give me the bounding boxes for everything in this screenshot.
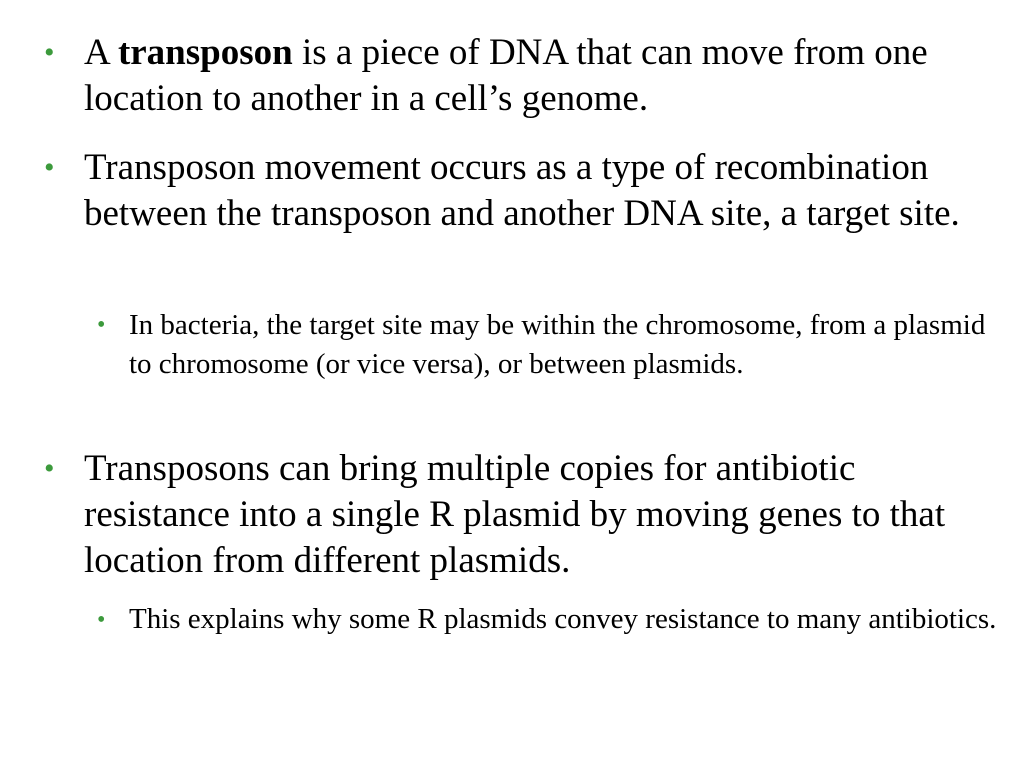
bullet-text: Transposon movement occurs as a type of recombination between the transposon and another DNA site, a target site. [84,147,960,234]
bullet-transposon-movement [44,145,1004,237]
bullet-text [84,30,1004,122]
bullet-dot-icon: • [44,151,55,184]
bullet-text-bold-term: transposon [117,32,293,73]
sub-bullet-text: In bacteria, the target site may be within the chromosome, from a plasmid to chromosome (or vice versa), or between plasmids. [129,309,986,380]
bullet-text: Transposons can bring multiple copies for antibiotic resistance into a single R plasmid by moving genes to that location from different plasmids. [84,448,946,581]
bullet-text-pre: A [84,32,118,73]
sub-bullet-dot-icon: • [97,607,106,633]
sub-bullet-bacteria-target-site [97,306,1002,384]
sub-bullet-dot-icon: • [97,312,106,338]
bullet-dot-icon: • [44,36,55,69]
bullet-transposon-definition [44,30,1004,122]
bullet-text-post: is a piece of DNA that can move from one location to another in a cell’s genome. [84,32,928,119]
sub-bullet-text: This explains why some R plasmids convey resistance to many antibiotics. [129,603,997,635]
sub-bullet-r-plasmids [97,601,1002,640]
bullet-antibiotic-resistance [44,446,1004,584]
bullet-dot-icon: • [44,452,55,485]
